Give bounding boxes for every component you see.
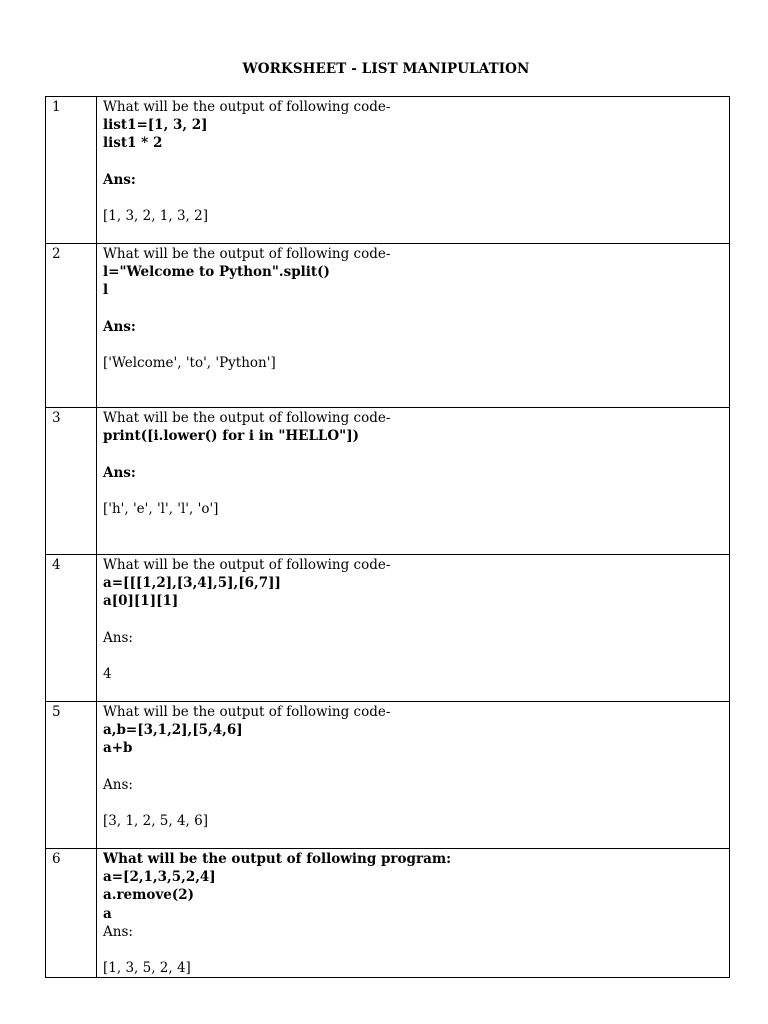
spacer bbox=[103, 445, 729, 463]
code-line: a+b bbox=[103, 740, 133, 757]
question-prompt: What will be the output of following program: bbox=[103, 851, 452, 867]
question-content bbox=[97, 408, 730, 555]
question-prompt: What will be the output of following code- bbox=[103, 704, 391, 720]
spacer bbox=[103, 611, 729, 629]
code-line: print([i.lower() for i in "HELLO"]) bbox=[103, 428, 359, 445]
spacer bbox=[103, 153, 729, 171]
question-number: 2 bbox=[46, 244, 97, 408]
code-line: l="Welcome to Python".split() bbox=[103, 264, 330, 281]
question-number: 3 bbox=[46, 408, 97, 555]
answer-text: ['Welcome', 'to', 'Python'] bbox=[103, 355, 276, 372]
code-line: a[0][1][1] bbox=[103, 593, 179, 610]
answer-text: ['h', 'e', 'l', 'l', 'o'] bbox=[103, 500, 219, 517]
code-line: a.remove(2) bbox=[103, 887, 195, 904]
code-line: a,b=[3,1,2],[5,4,6] bbox=[103, 722, 243, 739]
answer-text: [3, 1, 2, 5, 4, 6] bbox=[103, 813, 208, 830]
answer-label: Ans: bbox=[103, 629, 133, 646]
question-number: 6 bbox=[46, 849, 97, 978]
code-line: a=[[[1,2],[3,4],5],[6,7]] bbox=[103, 575, 281, 592]
spacer bbox=[103, 758, 729, 776]
spacer bbox=[103, 794, 729, 812]
worksheet-table bbox=[45, 96, 730, 978]
question-number: 1 bbox=[46, 97, 97, 244]
question-prompt: What will be the output of following code- bbox=[103, 99, 391, 115]
code-line: a bbox=[103, 905, 112, 922]
answer-text: 4 bbox=[103, 666, 112, 683]
question-prompt: What will be the output of following code- bbox=[103, 246, 391, 262]
answer-label: Ans: bbox=[103, 318, 136, 335]
table-row bbox=[46, 555, 730, 702]
spacer bbox=[103, 300, 729, 318]
question-content bbox=[97, 555, 730, 702]
answer-text: [1, 3, 2, 1, 3, 2] bbox=[103, 208, 208, 225]
table-row bbox=[46, 702, 730, 849]
spacer bbox=[103, 336, 729, 354]
table-row bbox=[46, 849, 730, 978]
answer-label: Ans: bbox=[103, 464, 136, 481]
code-line: l bbox=[103, 282, 109, 299]
spacer bbox=[103, 482, 729, 500]
answer-text: [1, 3, 5, 2, 4] bbox=[103, 960, 191, 977]
question-content bbox=[97, 244, 730, 408]
question-content bbox=[97, 702, 730, 849]
code-line: list1 * 2 bbox=[103, 135, 163, 152]
table-row bbox=[46, 97, 730, 244]
spacer bbox=[103, 647, 729, 665]
answer-label: Ans: bbox=[103, 923, 133, 940]
question-content bbox=[97, 849, 730, 978]
question-prompt: What will be the output of following code- bbox=[103, 557, 391, 573]
question-number: 5 bbox=[46, 702, 97, 849]
spacer bbox=[103, 941, 729, 959]
code-line: a=[2,1,3,5,2,4] bbox=[103, 869, 216, 886]
table-row bbox=[46, 408, 730, 555]
code-line: list1=[1, 3, 2] bbox=[103, 117, 208, 134]
table-row bbox=[46, 244, 730, 408]
question-prompt: What will be the output of following code- bbox=[103, 410, 391, 426]
page-title: WORKSHEET - LIST MANIPULATION bbox=[242, 61, 530, 77]
question-content bbox=[97, 97, 730, 244]
answer-label: Ans: bbox=[103, 776, 133, 793]
answer-label: Ans: bbox=[103, 171, 136, 188]
question-number: 4 bbox=[46, 555, 97, 702]
spacer bbox=[103, 189, 729, 207]
